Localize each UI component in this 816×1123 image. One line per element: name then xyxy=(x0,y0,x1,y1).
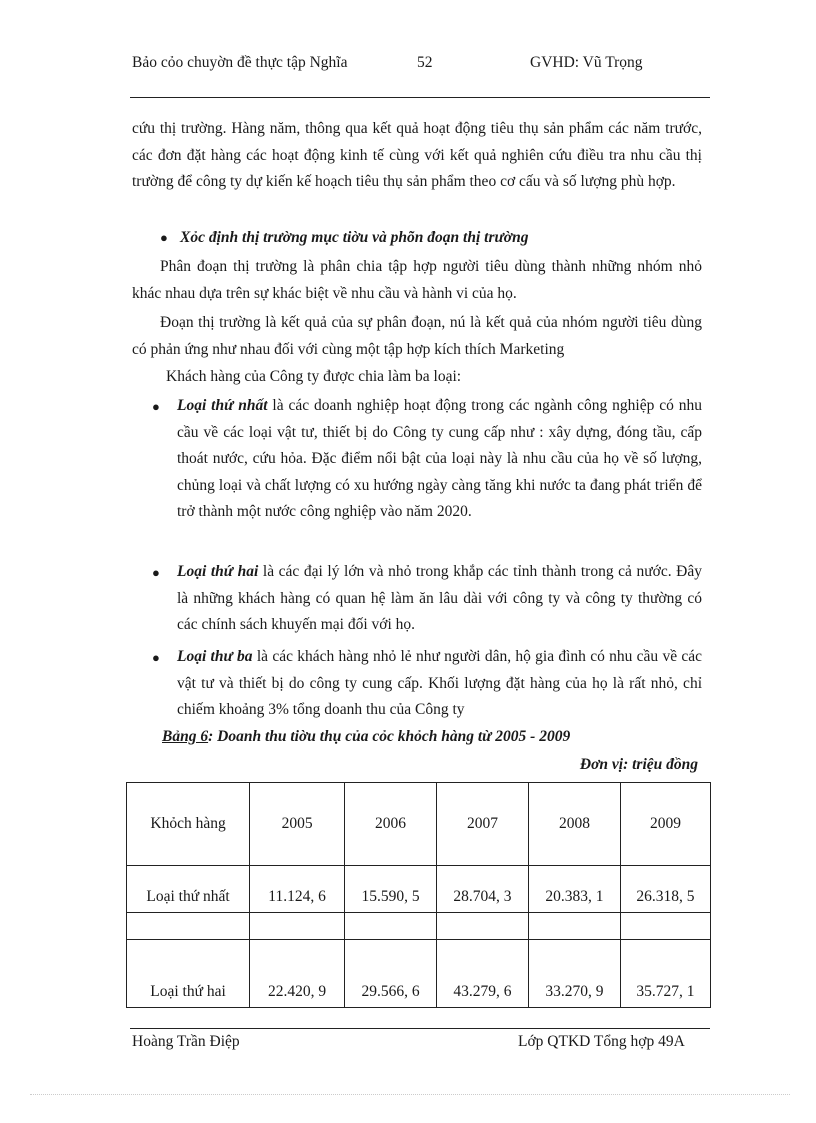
table-header-cell: 2008 xyxy=(528,783,620,866)
table-title-text: : Doanh thu tiờu thụ của cỏc khỏch hàng từ 2005 - 2009 xyxy=(208,728,571,745)
table-cell: 33.270, 9 xyxy=(528,940,620,1008)
bullet-item-1 xyxy=(177,393,702,526)
table-header-cell: 2006 xyxy=(345,783,437,866)
bullet-term: Loại thứ hai xyxy=(177,563,259,580)
paragraph-4: Khách hàng của Công ty được chia làm ba loại: xyxy=(166,368,462,385)
header-title: Bảo cỏo chuyờn đề thực tập Nghĩa xyxy=(132,54,348,71)
table-header-cell: 2007 xyxy=(437,783,529,866)
table-cell: Loại thứ hai xyxy=(127,940,250,1008)
table-cell: 43.279, 6 xyxy=(437,940,529,1008)
bullet-icon: ● xyxy=(152,565,160,580)
table-cell: 15.590, 5 xyxy=(345,866,437,913)
table-unit: Đơn vị: triệu đồng xyxy=(579,756,698,773)
paragraph-3: Đoạn thị trường là kết quả của sự phân đoạn, nú là kết quả của nhóm người tiêu dùng có phản ứng như nhau đối với cùng một tập hợp kích thích Marketing xyxy=(132,314,702,358)
footer-class: Lớp QTKD Tổng hợp 49A xyxy=(518,1033,685,1050)
bullet-text: là các đại lý lớn và nhỏ trong khắp các tỉnh thành trong cả nước. Đây là những khách hàng có quan hệ làm ăn lâu dài với công ty và công ty thường có các chính sách khuyến mại đối với họ. xyxy=(177,563,702,633)
table-row xyxy=(127,940,711,1008)
table-cell xyxy=(528,913,620,940)
page-edge-divider xyxy=(30,1094,790,1095)
table-cell: 26.318, 5 xyxy=(620,866,710,913)
paragraph-2: Phân đoạn thị trường là phân chia tập hợp người tiêu dùng thành những nhóm nhỏ khác nhau dựa trên sự khác biệt về nhu cầu và hành vi của họ. xyxy=(132,258,702,302)
bullet-text: là các khách hàng nhỏ lẻ như người dân, hộ gia đình có nhu cầu về các vật tư và thiết bị do công ty cung cấp. Khối lượng đặt hàng của họ là rất nhỏ, chỉ chiếm khoảng 3% tổng doanh thu của Công ty xyxy=(177,648,702,718)
bullet-icon: ● xyxy=(160,230,168,245)
header-rule xyxy=(130,97,710,98)
table-cell: 29.566, 6 xyxy=(345,940,437,1008)
table-cell xyxy=(250,913,345,940)
bullet-icon: ● xyxy=(152,399,160,414)
table-cell: 11.124, 6 xyxy=(250,866,345,913)
table-cell xyxy=(127,913,250,940)
table-cell: Loại thứ nhất xyxy=(127,866,250,913)
bullet-text: là các doanh nghiệp hoạt động trong các ngành công nghiệp có nhu cầu về các loại vật tư, thiết bị do Công ty cung cấp như : xây dựng, đóng tầu, cấp thoát nước, cứu hỏa. Đặc điểm nổi bật của loại này là nhu cầu của họ về số lượng, chủng loại và chất lượng có xu hướng ngày càng tăng khi nước ta đang phát triển để trở thành một nước công nghiệp vào năm 2020. xyxy=(177,397,702,520)
table-cell xyxy=(345,913,437,940)
table-label: Bảng 6 xyxy=(162,728,209,745)
table-cell xyxy=(620,913,710,940)
table-cell: 20.383, 1 xyxy=(528,866,620,913)
bullet-term: Loại thư ba xyxy=(177,648,253,665)
table-cell: 35.727, 1 xyxy=(620,940,710,1008)
footer-rule xyxy=(130,1028,710,1029)
table-header-cell: 2005 xyxy=(250,783,345,866)
table-header-row xyxy=(127,783,711,866)
table-cell xyxy=(437,913,529,940)
bullet-item-2 xyxy=(177,559,702,639)
table-header-cell: Khỏch hàng xyxy=(127,783,250,866)
table-cell: 22.420, 9 xyxy=(250,940,345,1008)
revenue-table xyxy=(126,782,711,1008)
table-header-cell: 2009 xyxy=(620,783,710,866)
paragraph-1: cứu thị trường. Hàng năm, thông qua kết quả hoạt động tiêu thụ sản phẩm các năm trước, các đơn đặt hàng các hoạt động kinh tế cùng với kết quả nghiên cứu điều tra nhu cầu thị trường để công ty dự kiến kế hoạch tiêu thụ sản phẩm theo cơ cấu và số lượng phù hợp. xyxy=(132,120,702,190)
table-title xyxy=(162,724,722,751)
section-heading: Xỏc định thị trường mục tiờu và phõn đoạn thị trường xyxy=(180,229,529,246)
page-number: 52 xyxy=(417,54,433,71)
table-cell: 28.704, 3 xyxy=(437,866,529,913)
bullet-icon: ● xyxy=(152,650,160,665)
bullet-item-3 xyxy=(177,644,702,724)
footer-author: Hoàng Trần Điệp xyxy=(132,1033,240,1050)
bullet-term: Loại thứ nhất xyxy=(177,397,268,414)
header-supervisor: GVHD: Vũ Trọng xyxy=(530,54,643,71)
table-row xyxy=(127,913,711,940)
table-row xyxy=(127,866,711,913)
